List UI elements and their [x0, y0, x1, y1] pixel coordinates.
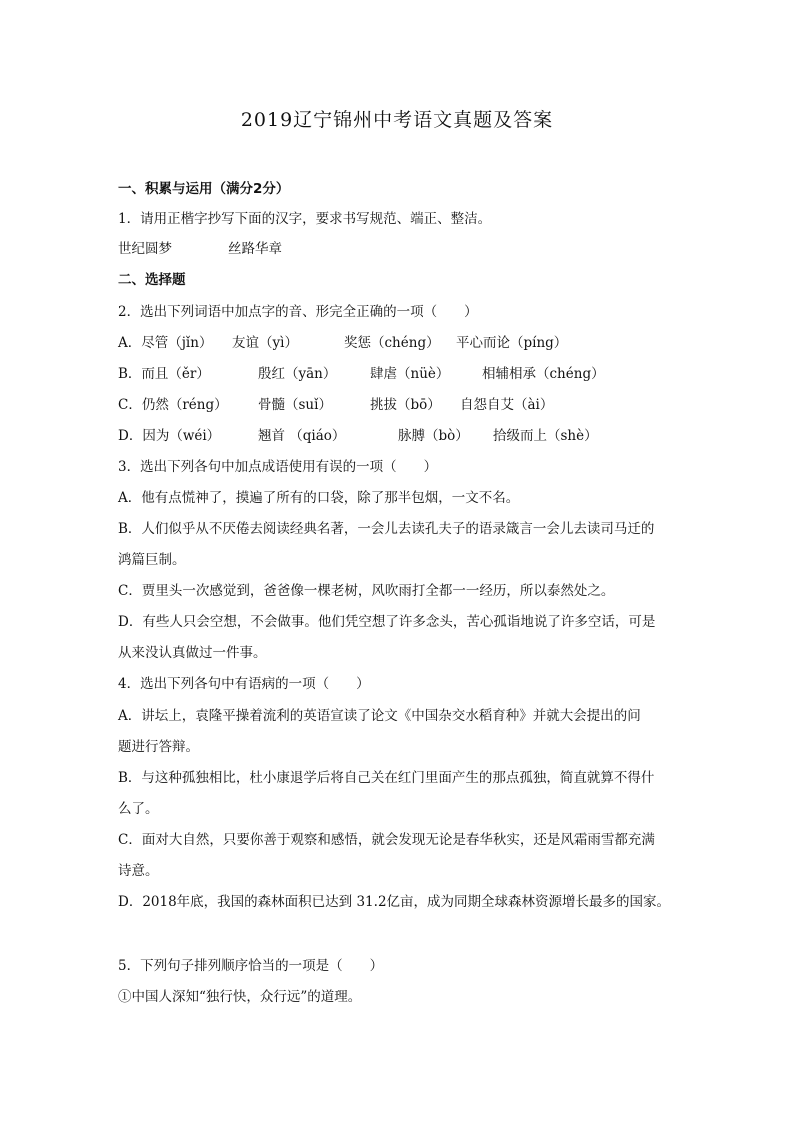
q2-d-4: 拾级而上（shè）	[493, 428, 598, 444]
q1-stem: 1．请用正楷字抄写下面的汉字，要求书写规范、端正、整洁。	[118, 211, 492, 227]
q4-option-c-line2: 诗意。	[118, 863, 159, 879]
q3-option-d-line2: 从来没认真做过一件事。	[118, 645, 267, 661]
word-1: 世纪圆梦	[118, 241, 172, 257]
q2-c-2: 骨髓（suǐ）	[258, 397, 332, 413]
q2-d-2: 翘首 （qiáo）	[258, 428, 346, 444]
q1-words	[118, 240, 282, 258]
q3-option-c: C．贾里头一次感觉到，爸爸像一棵老树，风吹雨打全都一一经历，所以泰然处之。	[118, 583, 615, 599]
q2-b-2: 殷红（yān）	[258, 366, 337, 382]
q4-option-b-line1: B．与这种孤独相比，杜小康退学后将自己关在红门里面产生的那点孤独，简直就算不得什	[118, 770, 655, 786]
q2-option-a	[118, 334, 567, 352]
q2-stem: 2．选出下列词语中加点字的音、形完全正确的一项（ ）	[118, 304, 478, 320]
q4-option-d: D．2018年底，我国的森林面积已达到 31.2亿亩，成为同期全球森林资源增长最多的国家。	[118, 894, 671, 910]
q2-c-3: 挑拔（bō）	[370, 397, 441, 413]
q3-option-b-line1: B．人们似乎从不厌倦去阅读经典名著，一会儿去读孔夫子的语录箴言一会儿去读司马迁的	[118, 521, 655, 537]
q3-option-a: A．他有点慌神了，摸遍了所有的口袋，除了那半包烟，一文不名。	[118, 490, 520, 506]
q4-option-a-line2: 题进行答辩。	[118, 739, 199, 755]
q5-stem: 5．下列句子排列顺序恰当的一项是（ ）	[118, 958, 384, 974]
q2-a-2: 友谊（yì）	[232, 335, 298, 351]
section2-heading: 二、选择题	[118, 272, 186, 288]
word-2: 丝路华章	[228, 241, 282, 257]
q4-stem: 4．选出下列各句中有语病的一项（ ）	[118, 676, 370, 692]
q2-a-3: 奖惩（chéng）	[344, 335, 440, 351]
q2-option-d	[118, 427, 598, 445]
q2-option-c	[118, 396, 553, 414]
q4-option-c-line1: C．面对大自然，只要你善于观察和感悟，就会发现无论是春华秋实，还是风霜雨雪都充满	[118, 832, 655, 848]
page-title: 2019辽宁锦州中考语文真题及答案	[240, 109, 554, 131]
q2-b-4: 相辅相承（chéng）	[482, 366, 605, 382]
q3-option-b-line2: 鸿篇巨制。	[118, 552, 186, 568]
q2-b-3: 肆虐（nüè）	[370, 366, 450, 382]
q5-sentence-1: ①中国人深知“独行快，众行远”的道理。	[118, 989, 362, 1005]
q2-b-1: B．而且（ěr）	[118, 366, 210, 382]
q3-option-d-line1: D．有些人只会空想，不会做事。他们凭空想了许多念头，苦心孤诣地说了许多空话，可是	[118, 614, 656, 630]
q2-a-4: 平心而论（píng）	[456, 335, 568, 351]
section1-heading: 一、积累与运用（满分2分）	[118, 181, 290, 197]
q3-stem: 3．选出下列各句中加点成语使用有误的一项（ ）	[118, 459, 438, 475]
q2-d-1: D．因为（wéi）	[118, 428, 221, 444]
q2-c-1: C．仍然（réng）	[118, 397, 228, 413]
q2-option-b	[118, 365, 605, 383]
q2-a-1: A．尽管（jǐn）	[118, 335, 213, 351]
q2-d-3: 脉膊（bò）	[398, 428, 469, 444]
q2-c-4: 自怨自艾（ài）	[460, 397, 554, 413]
q4-option-b-line2: 么了。	[118, 801, 159, 817]
q4-option-a-line1: A．讲坛上，袁隆平操着流利的英语宣读了论文《中国杂交水稻育种》并就大会提出的问	[118, 708, 641, 724]
